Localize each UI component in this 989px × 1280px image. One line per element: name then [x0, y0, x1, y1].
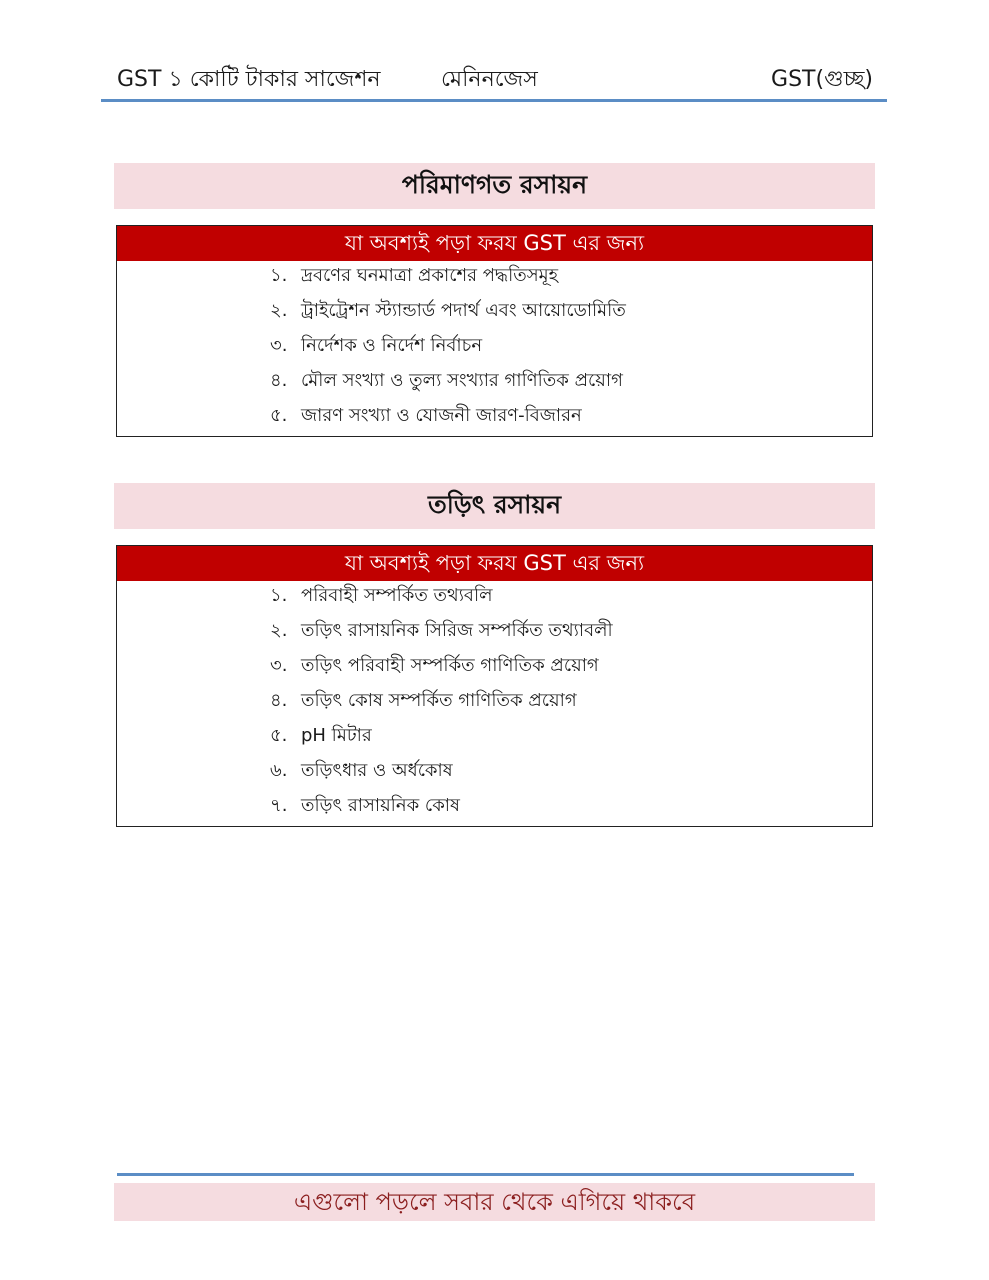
topic-number: ৪. [270, 690, 288, 711]
topic-number: ৫. [270, 725, 288, 746]
topic-text: পরিবাহী সম্পর্কিত তথ্যবলি [301, 585, 493, 606]
topic-item [117, 651, 872, 686]
topic-text: তড়িৎধার ও অর্ধকোষ [301, 760, 453, 781]
topic-text: ট্রাইট্রেশন স্ট্যান্ডার্ড পদার্থ এবং আয়োডোমিতি [301, 300, 626, 321]
topic-item [117, 401, 872, 436]
topic-item [117, 616, 872, 651]
topic-text: মৌল সংখ্যা ও তুল্য সংখ্যার গাণিতিক প্রয়োগ [301, 370, 623, 391]
topic-box-header: যা অবশ্যই পড়া ফরয GST এর জন্য [117, 226, 872, 261]
topic-list [117, 581, 872, 826]
topic-text: তড়িৎ কোষ সম্পর্কিত গাণিতিক প্রয়োগ [301, 690, 577, 711]
topic-item [117, 791, 872, 826]
topic-number: ২. [270, 620, 288, 641]
header-left-text: GST ১ কোটি টাকার সাজেশন [117, 67, 381, 92]
topic-number: ১. [270, 265, 288, 286]
topic-number: ২. [270, 300, 288, 321]
topic-number: ৩. [270, 655, 288, 676]
page-header [101, 58, 887, 98]
topic-item [117, 261, 872, 296]
header-middle-text: মেনিনজেস [441, 67, 538, 92]
topic-number: ৩. [270, 335, 288, 356]
header-right-text: GST(গুচ্ছ) [771, 67, 873, 92]
topic-text: দ্রবণের ঘনমাত্রা প্রকাশের পদ্ধতিসমূহ [301, 265, 559, 286]
topic-number: ৪. [270, 370, 288, 391]
topic-text: pH মিটার [301, 725, 372, 746]
section-title: পরিমাণগত রসায়ন [114, 163, 875, 209]
topic-item [117, 366, 872, 401]
topic-box [116, 545, 873, 827]
topic-number: ৭. [270, 795, 288, 816]
topic-list [117, 261, 872, 436]
page-footer: এগুলো পড়লে সবার থেকে এগিয়ে থাকবে [114, 1183, 875, 1221]
topic-box [116, 225, 873, 437]
topic-number: ৫. [270, 405, 288, 426]
topic-number: ৬. [270, 760, 288, 781]
topic-item [117, 686, 872, 721]
topic-item [117, 581, 872, 616]
topic-text: তড়িৎ পরিবাহী সম্পর্কিত গাণিতিক প্রয়োগ [301, 655, 599, 676]
header-divider [101, 99, 887, 102]
topic-text: নির্দেশক ও নির্দেশ নির্বাচন [301, 335, 483, 356]
section-title: তড়িৎ রসায়ন [114, 483, 875, 529]
topic-item [117, 296, 872, 331]
topic-item [117, 721, 872, 756]
topic-box-header: যা অবশ্যই পড়া ফরয GST এর জন্য [117, 546, 872, 581]
topic-text: তড়িৎ রাসায়নিক কোষ [301, 795, 460, 816]
topic-item [117, 756, 872, 791]
topic-text: তড়িৎ রাসায়নিক সিরিজ সম্পর্কিত তথ্যাবলী [301, 620, 613, 641]
topic-text: জারণ সংখ্যা ও যোজনী জারণ-বিজারন [301, 405, 582, 426]
topic-number: ১. [270, 585, 288, 606]
footer-divider [117, 1173, 854, 1176]
topic-item [117, 331, 872, 366]
